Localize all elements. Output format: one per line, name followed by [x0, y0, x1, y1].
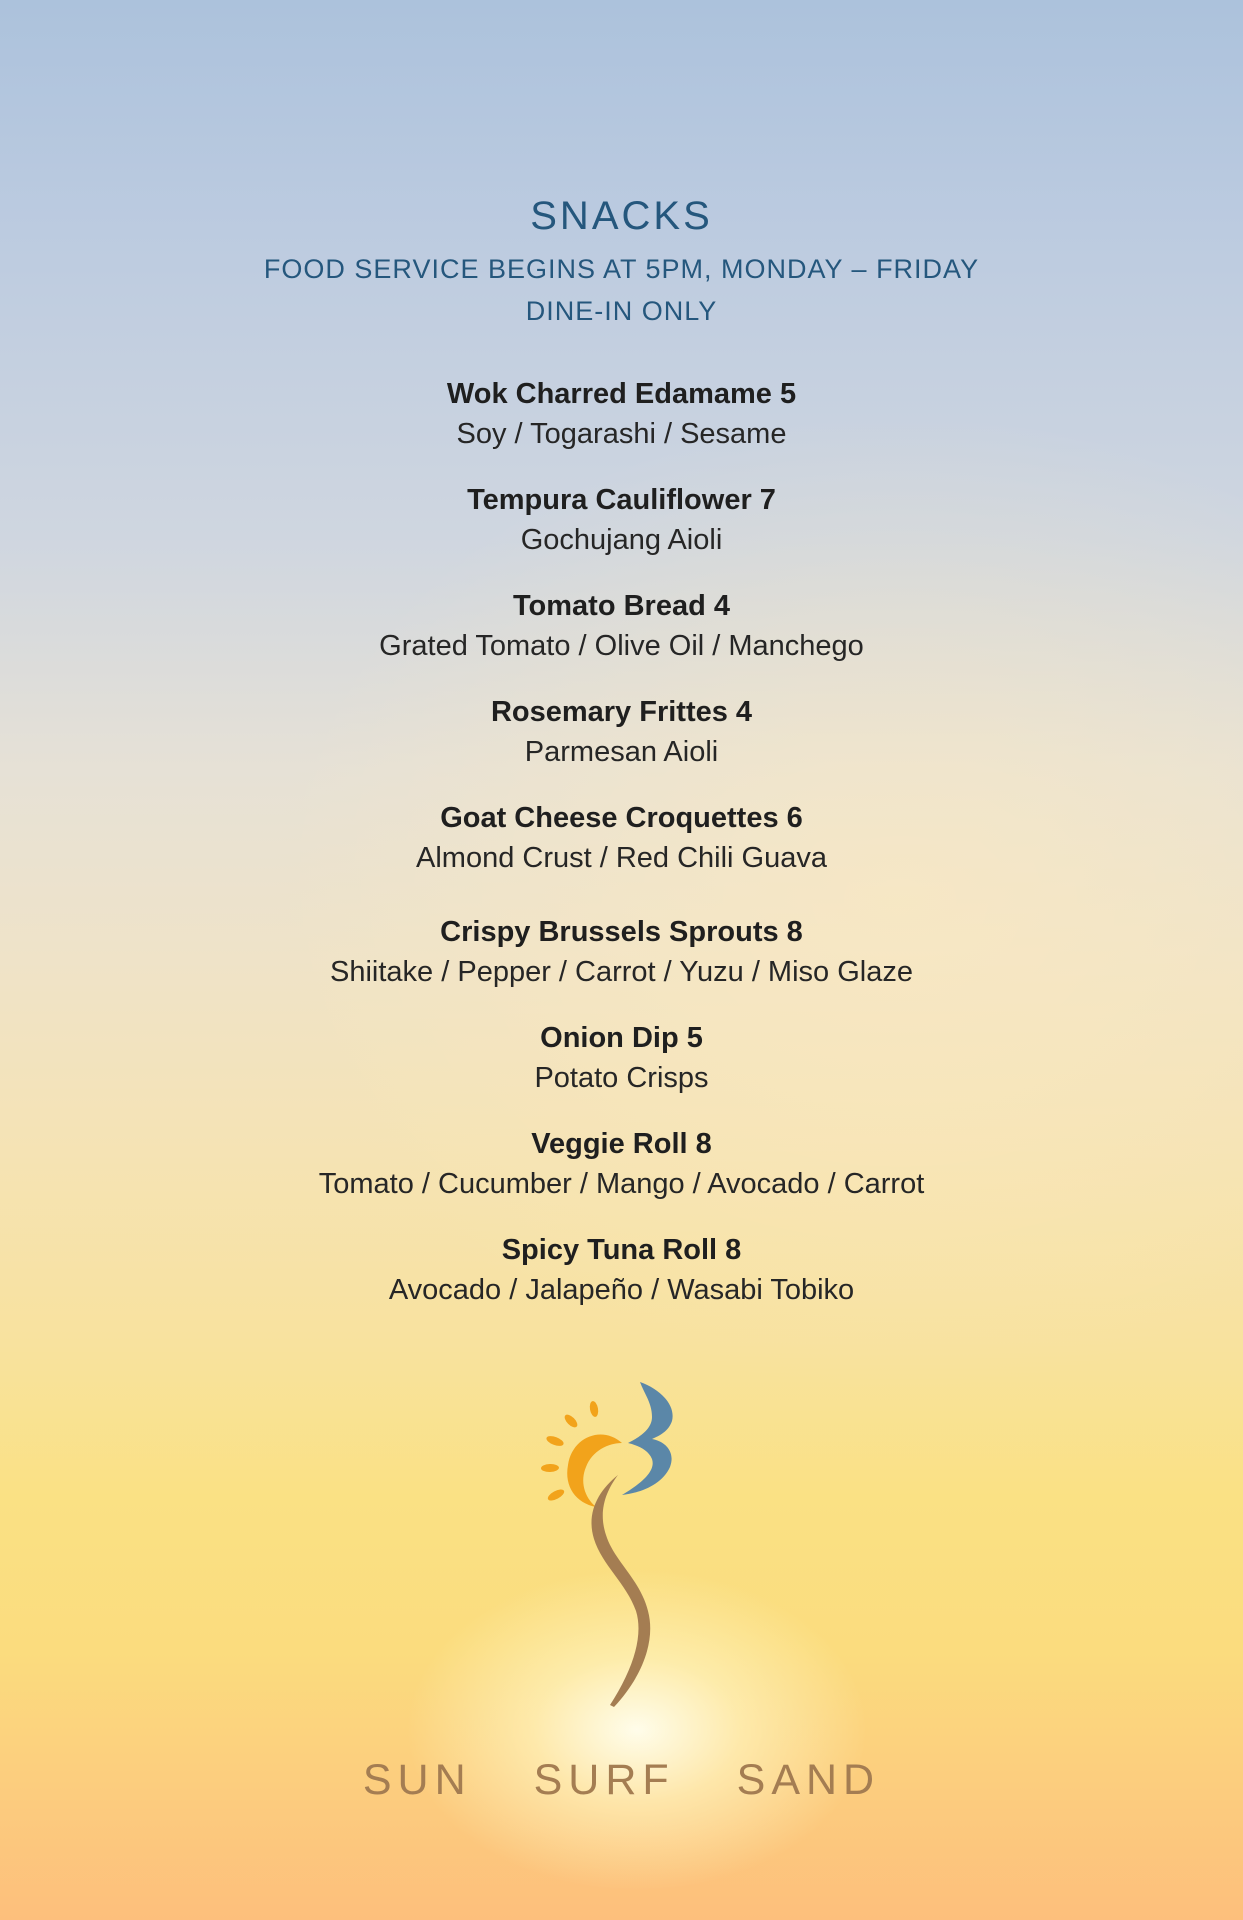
item-name: Crispy Brussels Sprouts 8 — [440, 916, 803, 948]
item-description: Parmesan Aioli — [524, 736, 719, 768]
item-name: Veggie Roll 8 — [531, 1128, 712, 1160]
item-name: Tempura Cauliflower 7 — [467, 484, 776, 516]
brand-word-sand: SAND — [736, 1756, 881, 1804]
menu-item — [0, 480, 1243, 560]
menu-title: SNACKS — [530, 194, 713, 238]
wave-icon — [622, 1382, 673, 1495]
service-hours: FOOD SERVICE BEGINS AT 5PM, MONDAY – FRIDAY — [263, 254, 980, 284]
sun-surf-sand-logo-icon — [510, 1375, 710, 1725]
item-description: Avocado / Jalapeño / Wasabi Tobiko — [388, 1274, 855, 1306]
item-description: Potato Crisps — [534, 1062, 709, 1094]
menu-item — [0, 1124, 1243, 1204]
item-description: Shiitake / Pepper / Carrot / Yuzu / Miso Glaze — [330, 956, 913, 988]
menu-item — [0, 798, 1243, 878]
menu-item — [0, 692, 1243, 772]
menu-item — [0, 374, 1243, 454]
menu-item — [0, 1018, 1243, 1098]
item-name: Rosemary Frittes 4 — [490, 696, 753, 728]
dine-in-note: DINE-IN ONLY — [525, 296, 718, 326]
brand-word-surf: SURF — [533, 1756, 675, 1804]
item-name: Onion Dip 5 — [540, 1022, 703, 1054]
menu-list — [0, 374, 1243, 1336]
sun-arc-icon — [567, 1434, 622, 1507]
sand-s-icon — [591, 1475, 650, 1707]
item-name: Tomato Bread 4 — [512, 590, 730, 622]
item-name: Goat Cheese Croquettes 6 — [440, 802, 803, 834]
item-description: Gochujang Aioli — [520, 524, 723, 556]
item-description: Almond Crust / Red Chili Guava — [416, 842, 827, 874]
brand-wordmark — [0, 1756, 1243, 1805]
menu-item — [0, 586, 1243, 666]
brand-word-sun: SUN — [362, 1756, 472, 1804]
menu-item — [0, 1230, 1243, 1310]
item-name: Wok Charred Edamame 5 — [446, 378, 797, 410]
item-description: Grated Tomato / Olive Oil / Manchego — [379, 630, 864, 662]
item-description: Tomato / Cucumber / Mango / Avocado / Carrot — [318, 1168, 925, 1200]
menu-item — [0, 912, 1243, 992]
item-name: Spicy Tuna Roll 8 — [501, 1234, 742, 1266]
item-description: Soy / Togarashi / Sesame — [456, 418, 787, 450]
